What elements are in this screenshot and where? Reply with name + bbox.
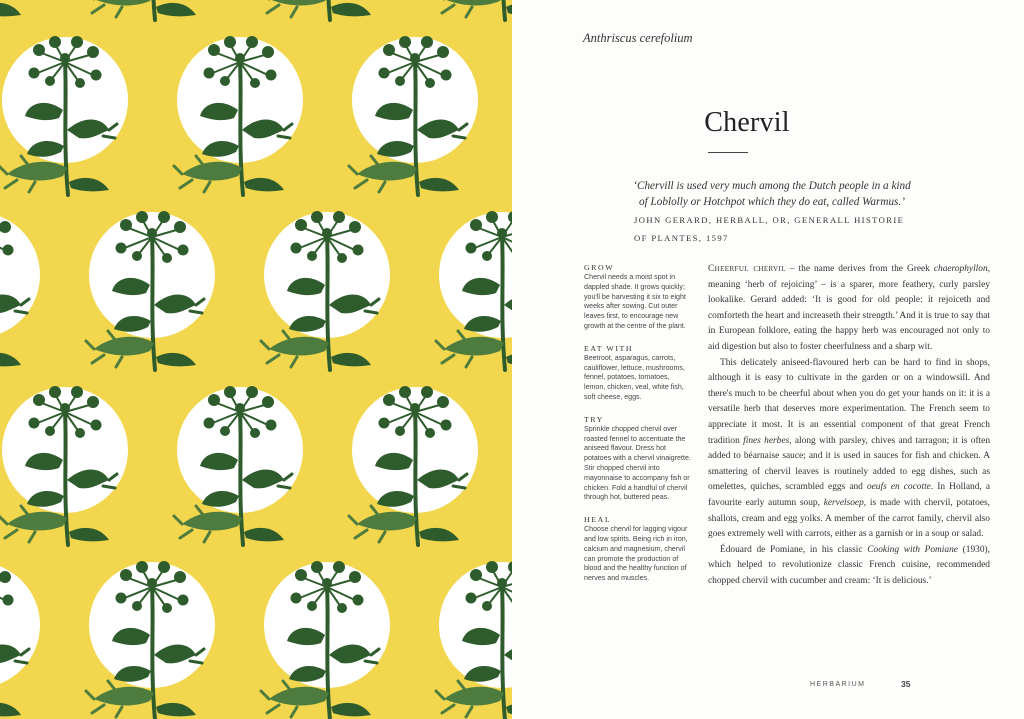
sidebar-section-grow	[584, 263, 692, 332]
text-run: , meaning ‘herb of rejoicing’ – is a sparer, more feathery, curly parsley lookalike. Gerard added: ‘It is good for old people: it rejoiceth and comforteth the heart and increaseth their strength.’ And it is true to say that in European folklore, eating the happy herb was encouraged not only to aid digestion but also to foster cheerfulness and a sharp wit.	[708, 264, 990, 352]
sidebar-section-try	[584, 415, 692, 503]
text-run: fines herbes	[743, 435, 790, 446]
sidebar-heading: EAT WITH	[584, 343, 634, 353]
sidebar-text: Beetroot, asparagus, carrots, cauliflower, lettuce, mushrooms, fennel, potatoes, tomatoes, lemon, chicken, veal, white fish, soft cheese, eggs.	[584, 353, 685, 401]
text-run: This delicately aniseed-flavoured herb can be hard to find in shops, although it is easy to cultivate in the garden or on a windowsill. And there's much to be cheerful about when you do get your hands on it: it is a versatile herb that deserves more experimentation. The French seem to appreciate it most. It is an essential component of that great French tradition	[708, 357, 990, 446]
sidebar-heading: GROW	[584, 263, 615, 272]
sidebar-heading: TRY	[584, 414, 604, 424]
text-run: Cooking with Pomiane	[867, 544, 958, 555]
text-run: kervelsoep	[823, 497, 864, 508]
body-paragraph	[708, 356, 990, 543]
text-run: oeufs en cocotte	[866, 482, 931, 493]
text-run: . In Holland, a favourite early autumn soup,	[708, 482, 990, 508]
text-run: , is made with chervil, potatoes, shallots, cream and egg yolks. A member of the carrot family, chervil also goes extremely well with carrots, either as a garnish or in a soup or salad.	[708, 497, 991, 540]
latin-name: Anthriscus cerefolium	[583, 31, 693, 45]
quote-line: ‘Chervill is used very much among the Dutch people in a kind	[633, 180, 911, 192]
sidebar-text: Sprinkle chopped chervil over roasted fennel to accentuate the aniseed flavour. Dress hot potatoes with a chervil vinaigrette. Stir chopped chervil into mayonnaise to accompany fish or chicken. Fold a handful of chervil through hot, buttered peas.	[584, 424, 691, 502]
sidebar-text: Chervil needs a moist spot in dappled shade. It grows quickly; you'll be harvesting it six to eight weeks after sowing. Cut outer leaves first, to encourage new growth at the centre of the plant.	[584, 273, 686, 330]
sidebar-notes	[584, 263, 692, 596]
page-title: Chervil	[704, 107, 790, 138]
quote-attribution	[634, 211, 914, 247]
sidebar-section-heal	[584, 515, 692, 584]
text-page	[512, 0, 1024, 719]
text-run: (1930), which helped to revolutionize classic French cuisine, recommended chopped chervil with cucumber and cream: ‘It is delicious.’	[708, 544, 990, 586]
lead-in: Cheerful chervil	[708, 264, 786, 274]
attribution-line: OF PLANTES, 1597	[634, 233, 729, 243]
title-divider	[708, 152, 748, 153]
text-run: , along with parsley, chives and tarragon; it is often added to béarnaise sauce; and it is used in sauces for fish and chicken. A smattering of chervil leaves is routinely added to egg dishes, such as omelettes, quiches, scrambled eggs and	[708, 435, 991, 493]
epigraph-quote	[612, 178, 932, 210]
body-paragraph	[708, 543, 990, 590]
running-footer: HERBARIUM	[810, 681, 866, 688]
quote-line: of Loblolly or Hotchpot which they do eat, called Warmus.’	[639, 196, 905, 208]
text-run: Édouard de Pomiane, in his classic	[720, 544, 868, 555]
text-run: chaerophyllon	[933, 264, 988, 274]
body-paragraph	[708, 262, 990, 356]
text-run: – the name derives from the Greek	[785, 264, 934, 274]
page-number: 35	[901, 679, 911, 689]
sidebar-heading: HEAL	[584, 515, 612, 525]
sidebar-text: Choose chervil for lagging vigour and low spirits. Being rich in iron, calcium and magnesium, chervil can promote the production of blood and the healthy function of nerves and muscles.	[584, 525, 688, 583]
sidebar-section-eat-with	[584, 344, 692, 403]
body-text	[708, 262, 990, 589]
attribution-line: JOHN GERARD, HERBALL, OR, GENERALL HISTORIE	[634, 215, 905, 225]
